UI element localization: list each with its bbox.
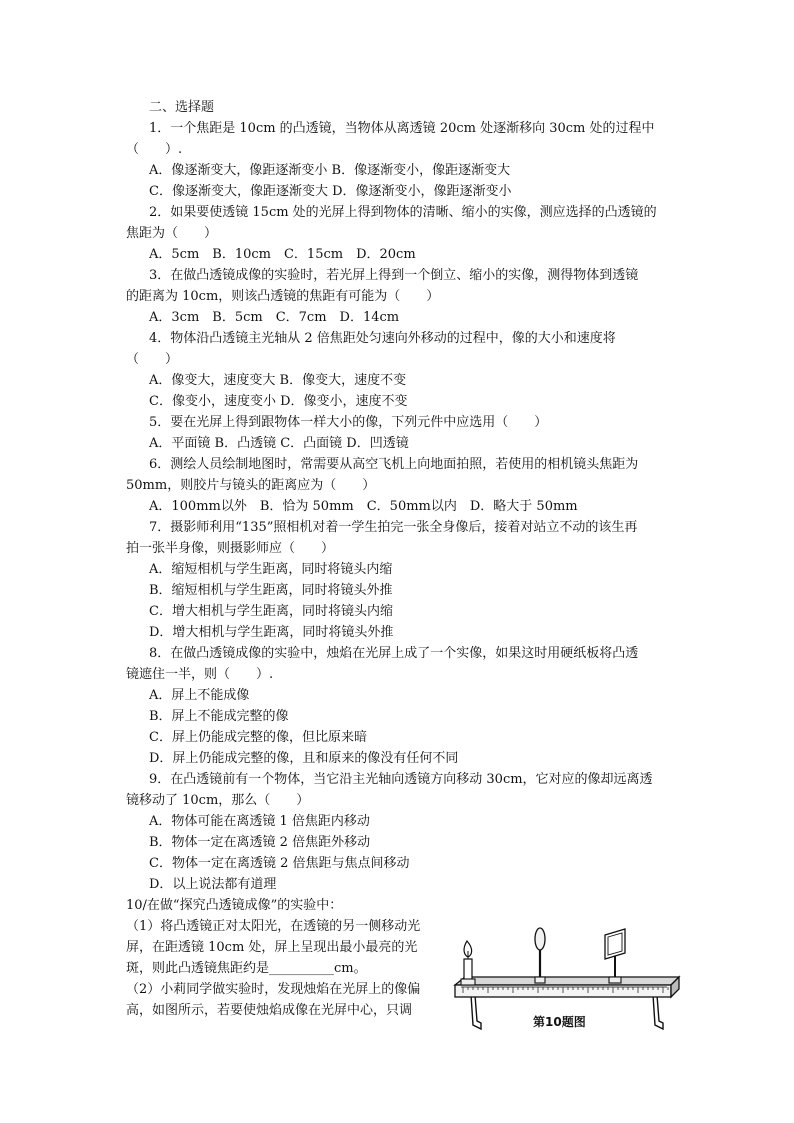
q10-part2-line2: 高，如图所示，若要使烛焰成像在光屏中心，只调 [126,1003,413,1018]
bench-leg-right [649,995,663,1029]
q1-options-ab: A．像逐渐变大，像距逐渐变小 B．像逐渐变小，像距逐渐变大 [149,163,511,178]
convex-lens-icon [535,928,545,983]
q9-stem: 9．在凸透镜前有一个物体，当它沿主光轴向透镜方向移动 30cm，它对应的像却远离透 [149,772,653,787]
q2-options: A．5cm B．10cm C．15cm D．20cm [149,247,416,262]
light-screen-icon [605,929,625,983]
q3-stem: 3．在做凸透镜成像的实验时，若光屏上得到一个倒立、缩小的实像，测得物体到透镜 [149,268,639,283]
q2-stem: 2．如果要使透镜 15cm 处的光屏上得到物体的清晰、缩小的实像，测应选择的凸透镜的 [149,205,657,220]
q2-stem-cont: 焦距为（ ） [126,226,218,241]
bench-leg-left [467,995,481,1029]
q7-option-d: D．增大相机与学生距离，同时将镜头外推 [149,625,394,640]
q8-option-d: D．屏上仍能成完整的像，且和原来的像没有任何不同 [149,751,459,766]
q1-stem: 1．一个焦距是 10cm 的凸透镜，当物体从离透镜 20cm 处逐渐移向 30cm 处的过程中 [149,121,655,136]
q4-options-ab: A．像变大，速度变大 B．像变大，速度不变 [149,373,407,388]
q8-stem: 8．在做凸透镜成像的实验中，烛焰在光屏上成了一个实像，如果这时用硬纸板将凸透 [149,646,639,661]
q4-stem: 4．物体沿凸透镜主光轴从 2 倍焦距处匀速向外移动的过程中，像的大小和速度将 [149,331,616,346]
q7-option-b: B．缩短相机与学生距离，同时将镜头外推 [149,583,393,598]
q1-stem-cont: （ ）. [126,142,183,157]
q6-stem: 6．测绘人员绘制地图时，常需要从高空飞机上向地面拍照，若使用的相机镜头焦距为 [149,457,639,472]
section-title: 二、选择题 [149,100,215,115]
q8-option-a: A．屏上不能成像 [149,688,250,703]
q7-stem: 7．摄影师利用“135”照相机对着一学生拍完一张全身像后，接着对站立不动的该生再 [149,520,638,535]
bench-rail [455,977,679,997]
figure-caption: 第10题图 [533,1015,586,1029]
q5-options: A．平面镜 B．凸透镜 C．凸面镜 D．凹透镜 [149,436,409,451]
q7-option-c: C．增大相机与学生距离，同时将镜头内缩 [149,604,393,619]
q10-part2-line1: （2）小莉同学做实验时，发现烛焰在光屏上的像偏 [126,982,421,997]
q4-options-cd: C．像变小，速度变小 D．像变小，速度不变 [149,394,408,409]
q8-option-b: B．屏上不能成完整的像 [149,709,289,724]
q3-stem-cont: 的距离为 10cm，则该凸透镜的焦距有可能为（ ） [126,289,440,304]
q6-options: A．100mm以外 B．恰为 50mm C．50mm以内 D．略大于 50mm [149,499,578,514]
q8-option-c: C．屏上仍能成完整的像，但比原来暗 [149,730,367,745]
q8-stem-cont: 镜遮住一半，则（ ）. [126,667,274,682]
q5-stem: 5．要在光屏上得到跟物体一样大小的像，下列元件中应选用（ ） [149,415,548,430]
q1-options-cd: C．像逐渐变大，像距逐渐变大 D．像逐渐变小，像距逐渐变小 [149,184,512,199]
q10-part1-line1: （1）将凸透镜正对太阳光，在透镜的另一侧移动光 [126,919,421,934]
q9-option-a: A．物体可能在离透镜 1 倍焦距内移动 [149,814,370,829]
q7-stem-cont: 拍一张半身像，则摄影师应（ ） [126,541,335,556]
q9-option-c: C．物体一定在离透镜 2 倍焦距与焦点间移动 [149,856,410,871]
q9-option-d: D．以上说法都有道理 [149,877,277,892]
q9-stem-cont: 镜移动了 10cm，那么（ ） [126,793,310,808]
q3-options: A．3cm B．5cm C．7cm D．14cm [149,310,400,325]
q10-stem: 10/在做“探究凸透镜成像”的实验中： [126,898,343,913]
q7-option-a: A．缩短相机与学生距离，同时将镜头内缩 [149,562,393,577]
q9-option-b: B．物体一定在离透镜 2 倍焦距外移动 [149,835,371,850]
q4-stem-cont: （ ） [126,352,179,367]
q10-part1-line2: 屏，在距透镜 10cm 处，屏上呈现出最小最亮的光 [126,940,418,955]
q6-stem-cont: 50mm，则胶片与镜头的距离应为（ ） [126,478,376,493]
q10-part1-line3: 斑，则此凸透镜焦距约是__________cm。 [126,961,367,976]
